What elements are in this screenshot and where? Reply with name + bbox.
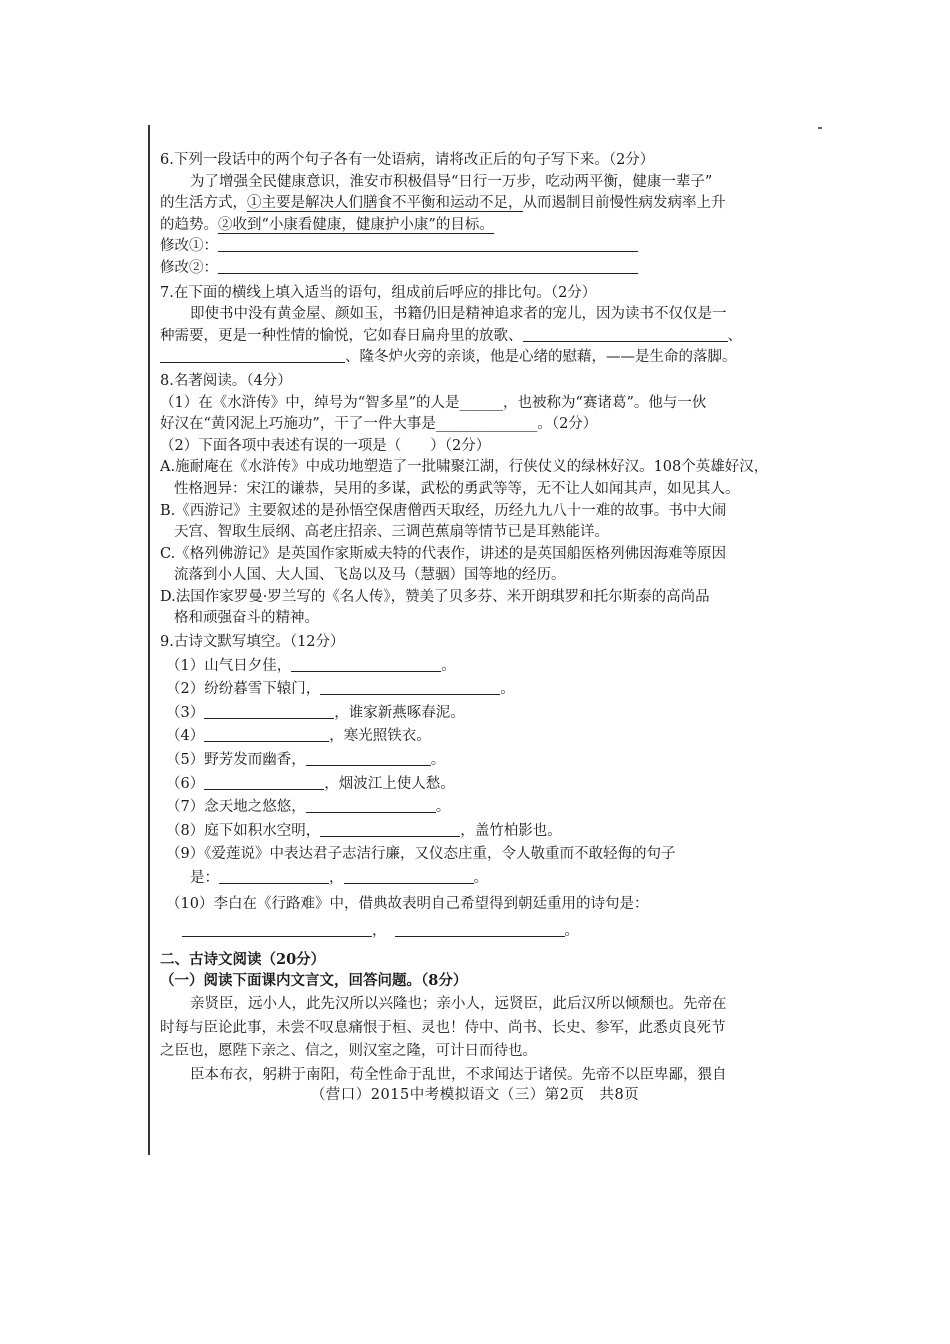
q6-passage-line-3: 的趋势。②收到“小康看健康，健康护小康”的目标。 <box>160 216 494 233</box>
q9-item-7: （7）念天地之悠悠， 。 <box>166 799 451 816</box>
q8-option-a-line-1: A.施耐庵在《水浒传》中成功地塑造了一批啸聚江湖，行侠仗义的绿林好汉。108个英雄好汉， <box>160 459 769 476</box>
q9-item-4: （4） ，寒光照铁衣。 <box>166 728 431 745</box>
q7-passage-line-2: 种需要，更是一种性情的愉悦，它如春日扁舟里的放歌、 、 <box>160 327 742 344</box>
q6-fix-2-blank[interactable] <box>218 258 638 274</box>
scan-speck <box>818 127 822 129</box>
classical-text-line-1: 亲贤臣，远小人，此先汉所以兴隆也；亲小人，远贤臣，此后汉所以倾颓也。先帝在 <box>190 995 727 1012</box>
classical-text-line-2: 时每与臣论此事，未尝不叹息痛恨于桓、灵也！侍中、尚书、长史、参军，此悉贞良死节 <box>160 1019 726 1036</box>
q6-title: 6.下列一段话中的两个句子各有一处语病，请将改正后的句子写下来。（2分） <box>160 152 655 168</box>
q8-option-d-line-1: D.法国作家罗曼·罗兰写的《名人传》，赞美了贝多芬、米开朗琪罗和托尔斯泰的高尚品 <box>160 588 710 605</box>
q9-item-1: （1）山气日夕佳， 。 <box>166 657 456 674</box>
classical-text-line-4: 臣本布衣，躬耕于南阳，苟全性命于乱世，不求闻达于诸侯。先帝不以臣卑鄙，猥自 <box>190 1066 727 1083</box>
q9-blank-7[interactable] <box>306 797 436 813</box>
q9-item-10: （10）李白在《行路难》中，借典故表明自己希望得到朝廷重用的诗句是： <box>166 895 649 912</box>
q8-option-b-line-2: 天宫、智取生辰纲、高老庄招亲、三调芭蕉扇等情节已是耳熟能详。 <box>174 524 609 541</box>
q9-blank-5[interactable] <box>306 750 431 766</box>
q8-option-d-line-2: 格和顽强奋斗的精神。 <box>174 610 319 627</box>
q9-title: 9.古诗文默写填空。（12分） <box>160 634 345 651</box>
q6-fix-2: 修改②： <box>160 258 770 280</box>
q8-sub2: （2）下面各项中表述有误的一项是（ ）（2分） <box>160 437 491 454</box>
q9-item-9-answer: 是： ， 。 <box>190 870 488 886</box>
q9-blank-10b[interactable] <box>395 921 565 937</box>
q8-sub1-line-1: （1）在《水浒传》中，绰号为“智多星”的人是______，也被称为“赛诸葛”。他与一伙 <box>160 394 707 411</box>
classical-text-line-3: 之臣也，愿陛下亲之、信之，则汉室之隆，可计日而待也。 <box>160 1043 537 1060</box>
q9-item-2: （2）纷纷暮雪下辕门， 。 <box>166 681 515 698</box>
q6-sentence-1-underlined: ①主要是解决人们膳食不平衡和运动不足， <box>247 195 523 212</box>
q7-passage-line-1: 即使书中没有黄金屋、颜如玉，书籍仍旧是精神追求者的宠儿，因为读书不仅仅是一 <box>190 306 727 323</box>
exam-page <box>160 150 770 1086</box>
q6-sentence-2-underlined: ②收到“小康看健康，健康护小康”的目标。 <box>218 216 494 233</box>
page-footer: （营口）2015中考模拟语文（三）第2页 共8页 <box>310 1087 640 1103</box>
q9-item-3: （3） ，谁家新燕啄春泥。 <box>166 704 465 721</box>
q9-blank-3[interactable] <box>204 703 334 719</box>
q8-title: 8.名著阅读。（4分） <box>160 372 292 389</box>
q9-blank-4[interactable] <box>204 726 329 742</box>
q9-item-10-answer: ， 。 <box>160 921 770 943</box>
q7-title: 7.在下面的横线上填入适当的语句，组成前后呼应的排比句。（2分） <box>160 284 597 301</box>
q9-blank-6[interactable] <box>204 774 324 790</box>
q6-fix-1-blank[interactable] <box>218 236 638 252</box>
q8-option-c-line-1: C.《格列佛游记》是英国作家斯威夫特的代表作，讲述的是英国船医格列佛因海难等原因 <box>160 545 727 562</box>
binding-margin-line <box>148 125 150 1155</box>
q9-blank-2[interactable] <box>320 679 500 695</box>
q7-passage-line-3: 、隆冬炉火旁的亲谈，他是心绪的慰藉，——是生命的落脚。 <box>160 347 770 369</box>
q9-item-8: （8）庭下如积水空明， ，盖竹柏影也。 <box>166 822 562 839</box>
q9-blank-10a[interactable] <box>182 921 372 937</box>
q9-item-6: （6） ，烟波江上使人愁。 <box>166 775 455 792</box>
q6-fix-1: 修改①： <box>160 236 770 258</box>
q9-blank-8[interactable] <box>320 821 460 837</box>
q8-sub1-line-2: 好汉在“黄冈泥上巧施功”，干了一件大事是______________。（2分） <box>160 416 598 433</box>
q6-passage-line-1: 为了增强全民健康意识，淮安市积极倡导“日行一万步，吃动两平衡，健康一辈子” <box>190 173 713 190</box>
q8-option-a-line-2: 性格迥异：宋江的谦恭，吴用的多谋，武松的勇武等等，无不让人如闻其声，如见其人。 <box>174 480 740 497</box>
q8-option-c-line-2: 流落到小人国、大人国、飞岛以及马（慧骃）国等地的经历。 <box>174 567 566 584</box>
part2-heading: 二、古诗文阅读（20分） <box>160 950 326 968</box>
q9-blank-9a[interactable] <box>219 868 329 884</box>
q9-item-5: （5）野芳发而幽香， 。 <box>166 752 446 769</box>
q8-option-b-line-1: B.《西游记》主要叙述的是孙悟空保唐僧西天取经，历经九九八十一难的故事。书中大闹 <box>160 502 727 519</box>
q6-passage-line-2: 的生活方式，①主要是解决人们膳食不平衡和运动不足，从而遏制目前慢性病发病率上升 <box>160 195 726 212</box>
q9-item-9: （9）《爱莲说》中表达君子志洁行廉，又仪态庄重，令人敬重而不敢轻侮的句子 <box>166 846 676 863</box>
part2-subheading: （一）阅读下面课内文言文，回答问题。（8分） <box>160 972 468 990</box>
q7-blank-1[interactable] <box>523 326 728 342</box>
q9-blank-1[interactable] <box>291 656 441 672</box>
q7-blank-2[interactable] <box>160 347 345 363</box>
q9-blank-9b[interactable] <box>344 868 474 884</box>
